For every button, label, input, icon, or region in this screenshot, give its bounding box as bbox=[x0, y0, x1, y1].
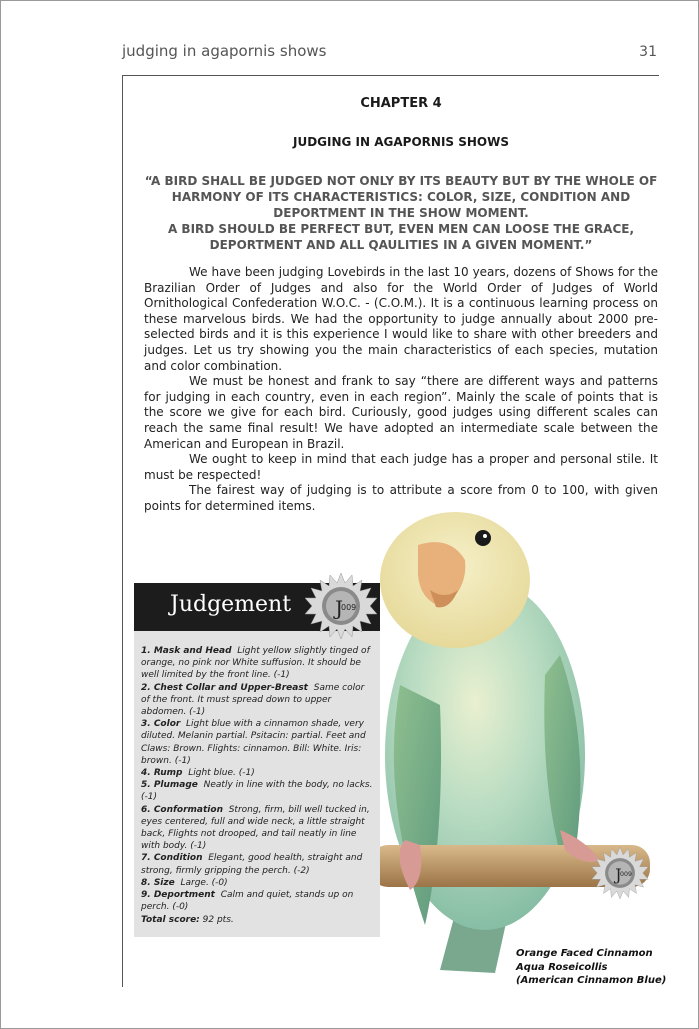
criterion-label: 3. Color bbox=[141, 719, 181, 730]
criterion-label: 9. Deportment bbox=[141, 890, 215, 901]
criterion-label: 4. Rump bbox=[141, 768, 183, 779]
quote-line: “A BIRD SHALL BE JUDGED NOT ONLY BY ITS BEAUTY BUT BY THE WHOLE OF bbox=[144, 174, 658, 188]
criterion-text: Large. (-0) bbox=[180, 877, 228, 888]
criterion-text: Light yellow slightly tinged of orange, no pink nor White suffusion. It should be well limited by the front line. (-1) bbox=[141, 646, 370, 681]
judgement-criteria bbox=[141, 645, 375, 913]
paragraph: We ought to keep in mind that each judge has a proper and personal stile. It must be respected! bbox=[144, 452, 658, 482]
photo-badge-icon bbox=[587, 838, 653, 908]
criterion-item bbox=[141, 767, 375, 779]
criterion-item bbox=[141, 645, 375, 682]
criterion-label: 2. Chest Collar and Upper-Breast bbox=[141, 682, 308, 693]
criterion-label: 1. Mask and Head bbox=[141, 646, 232, 656]
badge-number: 009 bbox=[620, 871, 632, 879]
criterion-text: Calm and quiet, stands up on perch. (-0) bbox=[141, 890, 354, 913]
photo-caption bbox=[516, 947, 666, 988]
criterion-item bbox=[141, 682, 375, 719]
quote-line: DEPORTMENT IN THE SHOW MOMENT. bbox=[273, 206, 529, 220]
criterion-text: Light blue. (-1) bbox=[188, 768, 255, 779]
total-score-value: 92 pts. bbox=[202, 915, 234, 925]
paragraph: We must be honest and frank to say “there are different ways and patterns for judging in each country, even in each region”. Mainly the scale of points that is the score we give for each bird. Curiously, good judges using different scales can reach the same final result! We have adopted an intermediate scale between the American and European in Brazil. bbox=[144, 374, 658, 451]
header-rule bbox=[122, 75, 659, 76]
badge-letter: J bbox=[335, 596, 344, 620]
criterion-label: 7. Condition bbox=[141, 853, 203, 864]
quote-line: A BIRD SHOULD BE PERFECT BUT, EVEN MEN CAN LOOSE THE GRACE, bbox=[167, 222, 635, 236]
criterion-item bbox=[141, 804, 375, 853]
chapter-heading: CHAPTER 4 bbox=[360, 96, 442, 111]
margin-rule bbox=[122, 75, 123, 987]
paragraph: The fairest way of judging is to attribute a score from 0 to 100, with given points for determined items. bbox=[144, 483, 658, 513]
criterion-text: Neatly in line with the body, no lacks. (-1) bbox=[141, 780, 373, 803]
quote-line: HARMONY OF ITS CHARACTERISTICS: COLOR, SIZE, CONDITION AND bbox=[171, 190, 631, 204]
criterion-item bbox=[141, 889, 375, 913]
caption-line: Aqua Roseicollis bbox=[516, 961, 608, 973]
criterion-text: Same color of the front. It must spread down to upper abdomen. (-1) bbox=[141, 682, 365, 718]
total-score bbox=[141, 915, 234, 925]
criterion-item bbox=[141, 718, 375, 767]
body-text bbox=[144, 265, 658, 515]
criterion-label: 8. Size bbox=[141, 877, 175, 888]
caption-line: Orange Faced Cinnamon bbox=[516, 948, 653, 959]
judgement-badge-icon bbox=[299, 573, 383, 639]
paragraph: We have been judging Lovebirds in the last 10 years, dozens of Shows for the Brazilian Order of Judges and also for the World Order of Judges of World Ornithological Confederation W.O.C. - (C.O.M.). It is a continuous learning process on these marvelous birds. We had the opportunity to judge annually about 2000 pre-selected birds and it is this experience I would like to share with other breeders and judges. Let us try showing you the main characteristics of each species, mutation and color combination. bbox=[144, 265, 658, 373]
criterion-label: 6. Conformation bbox=[141, 804, 223, 815]
criterion-label: 5. Plumage bbox=[141, 780, 198, 791]
page-number: 31 bbox=[639, 44, 657, 60]
chapter-subtitle: JUDGING IN AGAPORNIS SHOWS bbox=[293, 135, 509, 149]
criterion-text: Strong, firm, bill well tucked in, eyes centered, full and wide neck, a little straight back, Flights not drooped, and tail neatly in line with body. (-1) bbox=[141, 804, 370, 852]
criterion-item bbox=[141, 852, 375, 876]
badge-letter: J bbox=[615, 865, 622, 885]
criterion-item bbox=[141, 877, 375, 889]
badge-number: 009 bbox=[341, 603, 357, 612]
epigraph-quote bbox=[143, 173, 659, 253]
caption-line: (American Cinnamon Blue) bbox=[516, 975, 667, 986]
running-title: judging in agapornis shows bbox=[122, 42, 327, 60]
total-score-label: Total score: bbox=[141, 915, 200, 925]
criterion-text: Light blue with a cinnamon shade, very diluted. Melanin partial. Psitacin: partial. Feet and Claws: Brown. Flights: cinnamon. Bill: White. Iris: brown. (-1) bbox=[141, 719, 366, 766]
judgement-title: Judgement bbox=[170, 592, 292, 617]
criterion-item bbox=[141, 779, 375, 803]
quote-line: DEPORTMENT AND ALL QAULITIES IN A GIVEN MOMENT.” bbox=[209, 238, 593, 252]
criterion-text: Elegant, good health, straight and strong, firmly gripping the perch. (-2) bbox=[141, 853, 363, 876]
